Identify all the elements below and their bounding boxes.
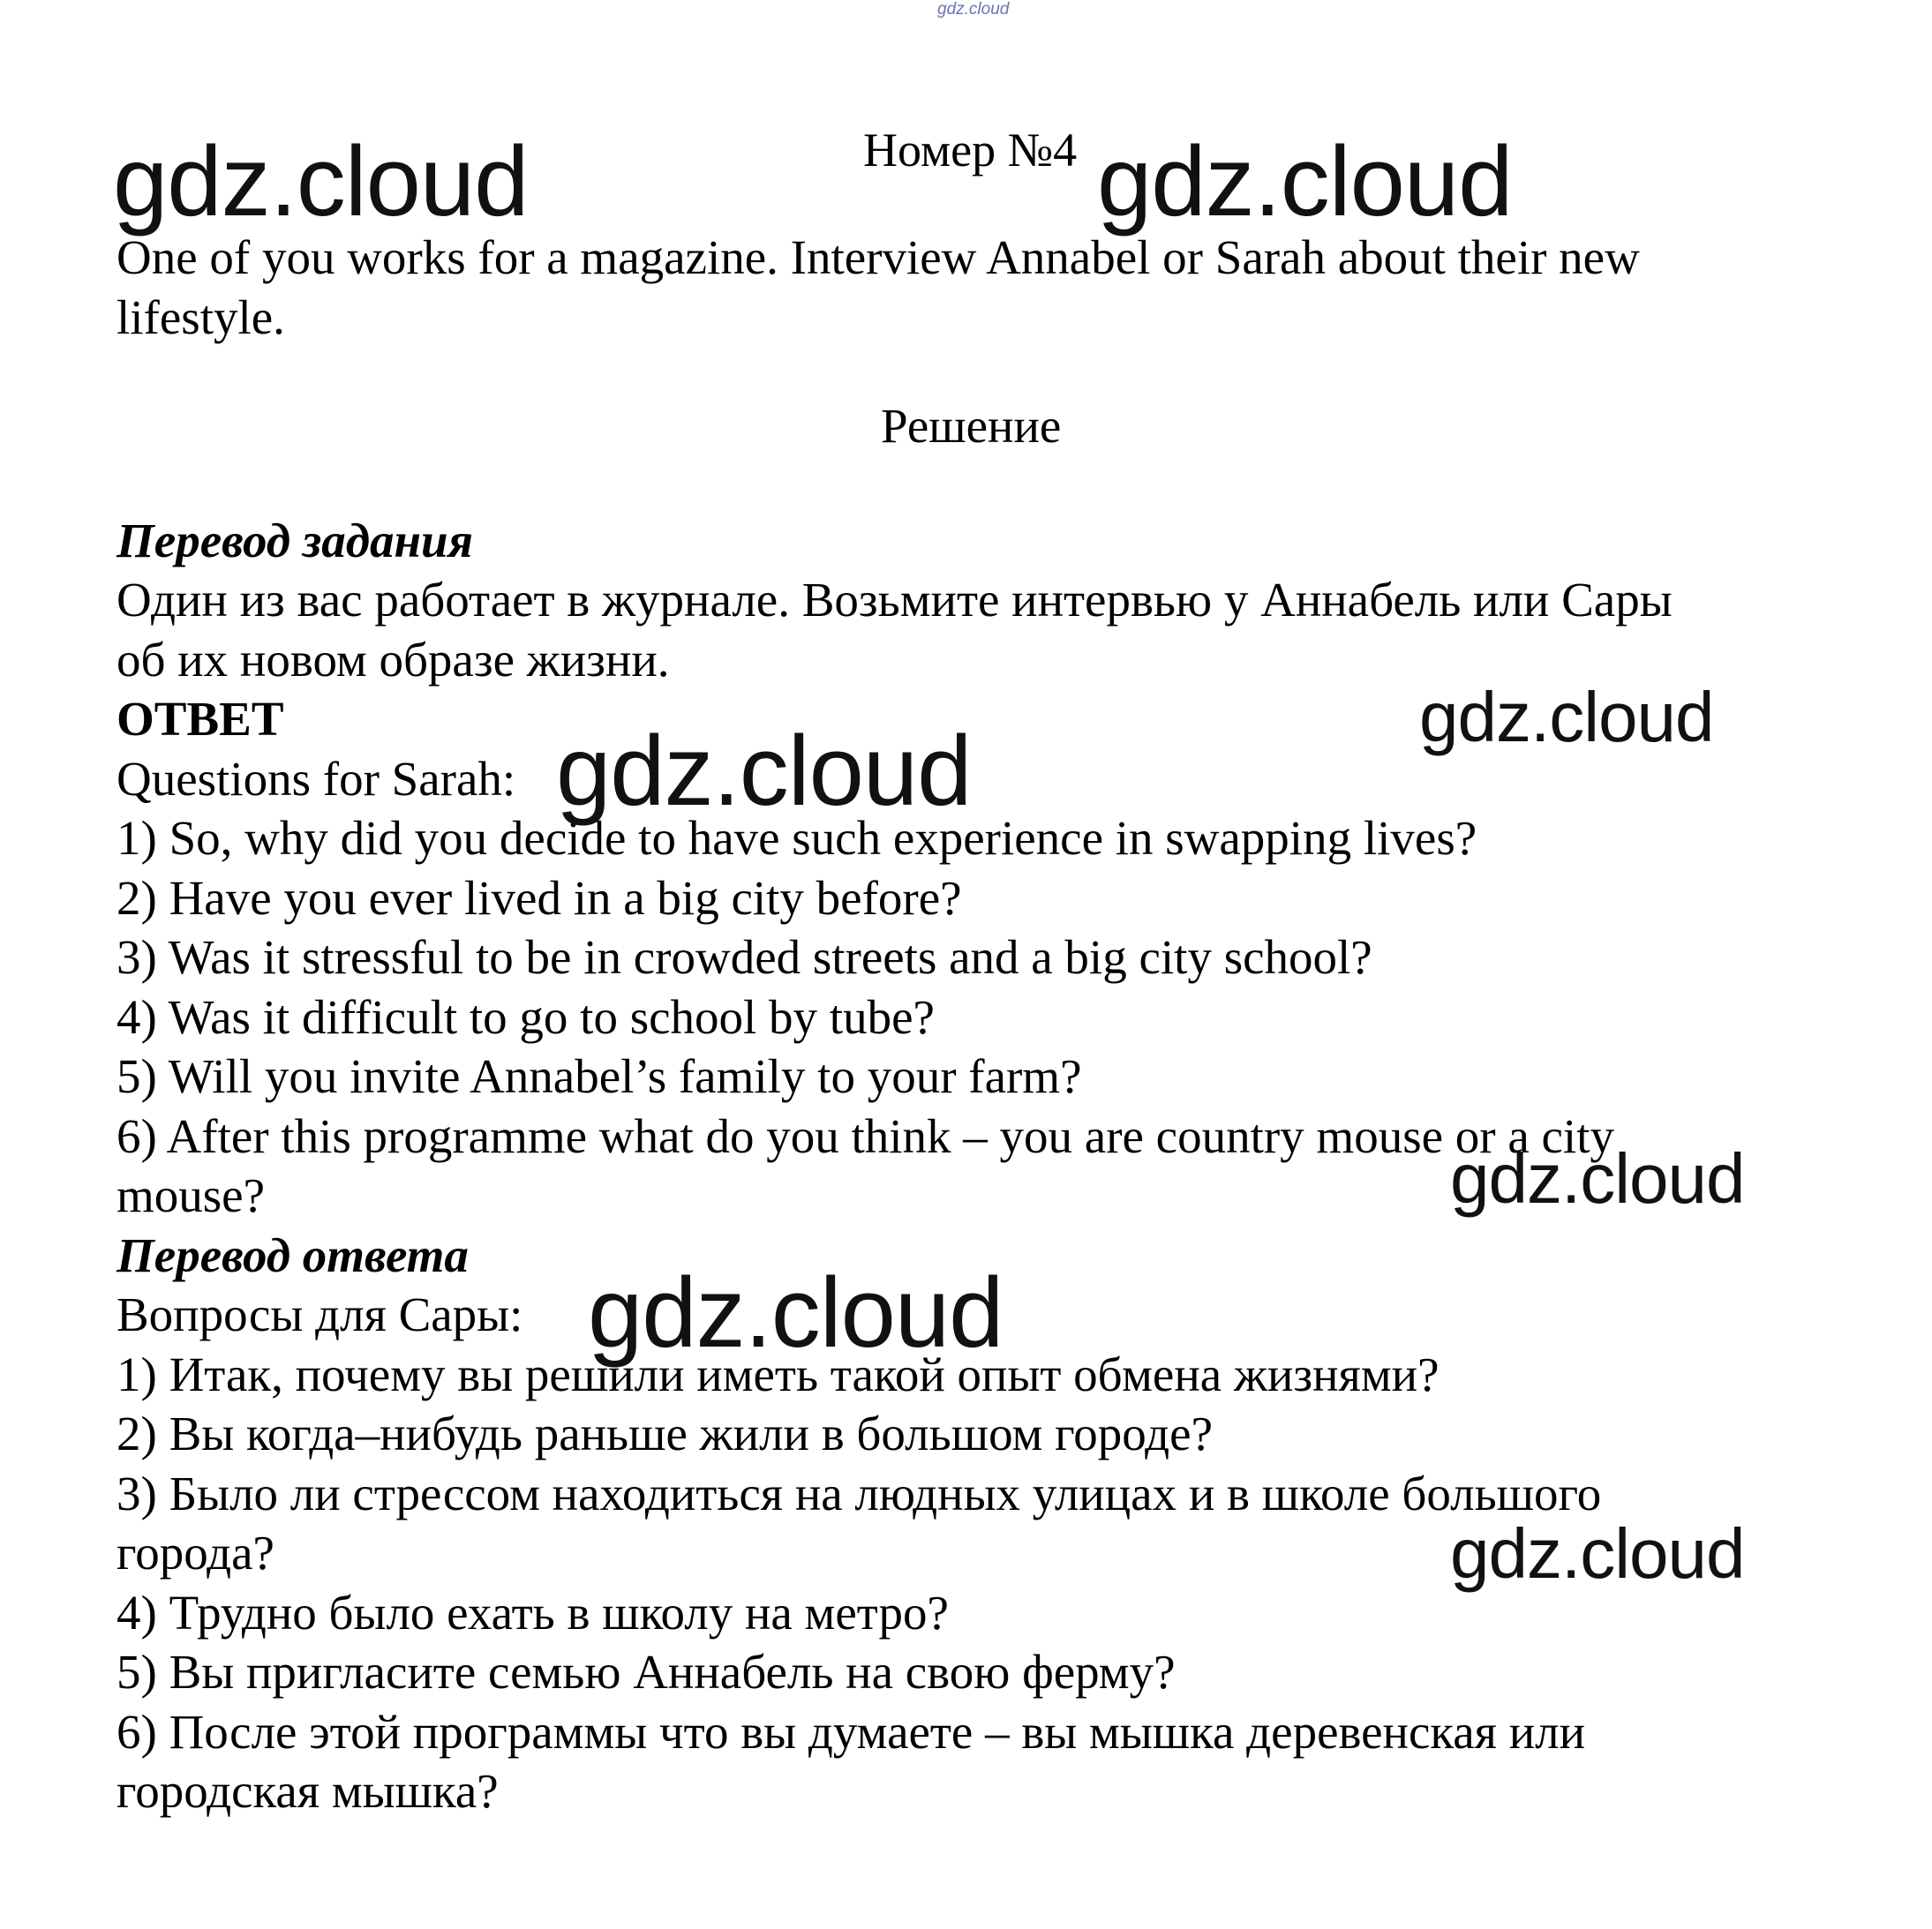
watermark-mid-left-1: gdz.cloud	[556, 716, 972, 826]
task-line-2: lifestyle.	[117, 290, 285, 344]
translation-answer-line-4: города?	[117, 1526, 274, 1580]
solution-heading: Решение	[881, 399, 1062, 453]
watermark-lower-right: gdz.cloud	[1450, 1514, 1745, 1593]
answer-intro: Questions for Sarah:	[117, 752, 516, 806]
translation-answer-line-5: 4) Трудно было ехать в школу на метро?	[117, 1586, 949, 1640]
translation-answer-intro: Вопросы для Сары:	[117, 1287, 523, 1341]
problem-number: Номер №4	[863, 124, 1078, 176]
watermark-mid-right-1: gdz.cloud	[1419, 678, 1714, 756]
watermark-top-right: gdz.cloud	[1097, 126, 1513, 236]
top-watermark: gdz.cloud	[937, 0, 1010, 19]
translation-answer-heading: Перевод ответа	[117, 1228, 469, 1282]
answer-line-3: 3) Was it stressful to be in crowded streets and a big city school?	[117, 930, 1372, 984]
watermark-mid-right-2: gdz.cloud	[1450, 1139, 1745, 1218]
translation-answer-line-1: 1) Итак, почему вы решили иметь такой опыт обмена жизнями?	[117, 1347, 1440, 1401]
answer-line-1: 1) So, why did you decide to have such experience in swapping lives?	[117, 811, 1477, 865]
watermark-top-left: gdz.cloud	[113, 126, 529, 236]
task-line-1: One of you works for a magazine. Interview Annabel or Sarah about their new	[117, 230, 1640, 284]
translation-task-line-1: Один из вас работает в журнале. Возьмите интервью у Аннабель или Сары	[117, 573, 1673, 627]
answer-line-2: 2) Have you ever lived in a big city before?	[117, 871, 962, 925]
answer-line-4: 4) Was it difficult to go to school by tube?	[117, 990, 935, 1044]
translation-answer-line-7: 6) После этой программы что вы думаете – вы мышка деревенская или	[117, 1705, 1586, 1759]
translation-answer-line-6: 5) Вы пригласите семью Аннабель на свою ферму?	[117, 1645, 1176, 1699]
answer-heading: ОТВЕТ	[117, 692, 284, 746]
answer-line-5: 5) Will you invite Annabel’s family to your farm?	[117, 1049, 1082, 1103]
translation-answer-line-2: 2) Вы когда–нибудь раньше жили в большом городе?	[117, 1407, 1213, 1460]
translation-answer-line-3: 3) Было ли стрессом находиться на людных улицах и в школе большого	[117, 1467, 1602, 1520]
translation-answer-line-8: городская мышка?	[117, 1764, 499, 1818]
translation-task-line-2: об их новом образе жизни.	[117, 633, 670, 687]
answer-line-7: mouse?	[117, 1168, 266, 1222]
translation-task-heading: Перевод задания	[117, 514, 473, 567]
answer-line-6: 6) After this programme what do you think – you are country mouse or a city	[117, 1109, 1614, 1163]
watermark-mid-left-2: gdz.cloud	[588, 1257, 1004, 1368]
